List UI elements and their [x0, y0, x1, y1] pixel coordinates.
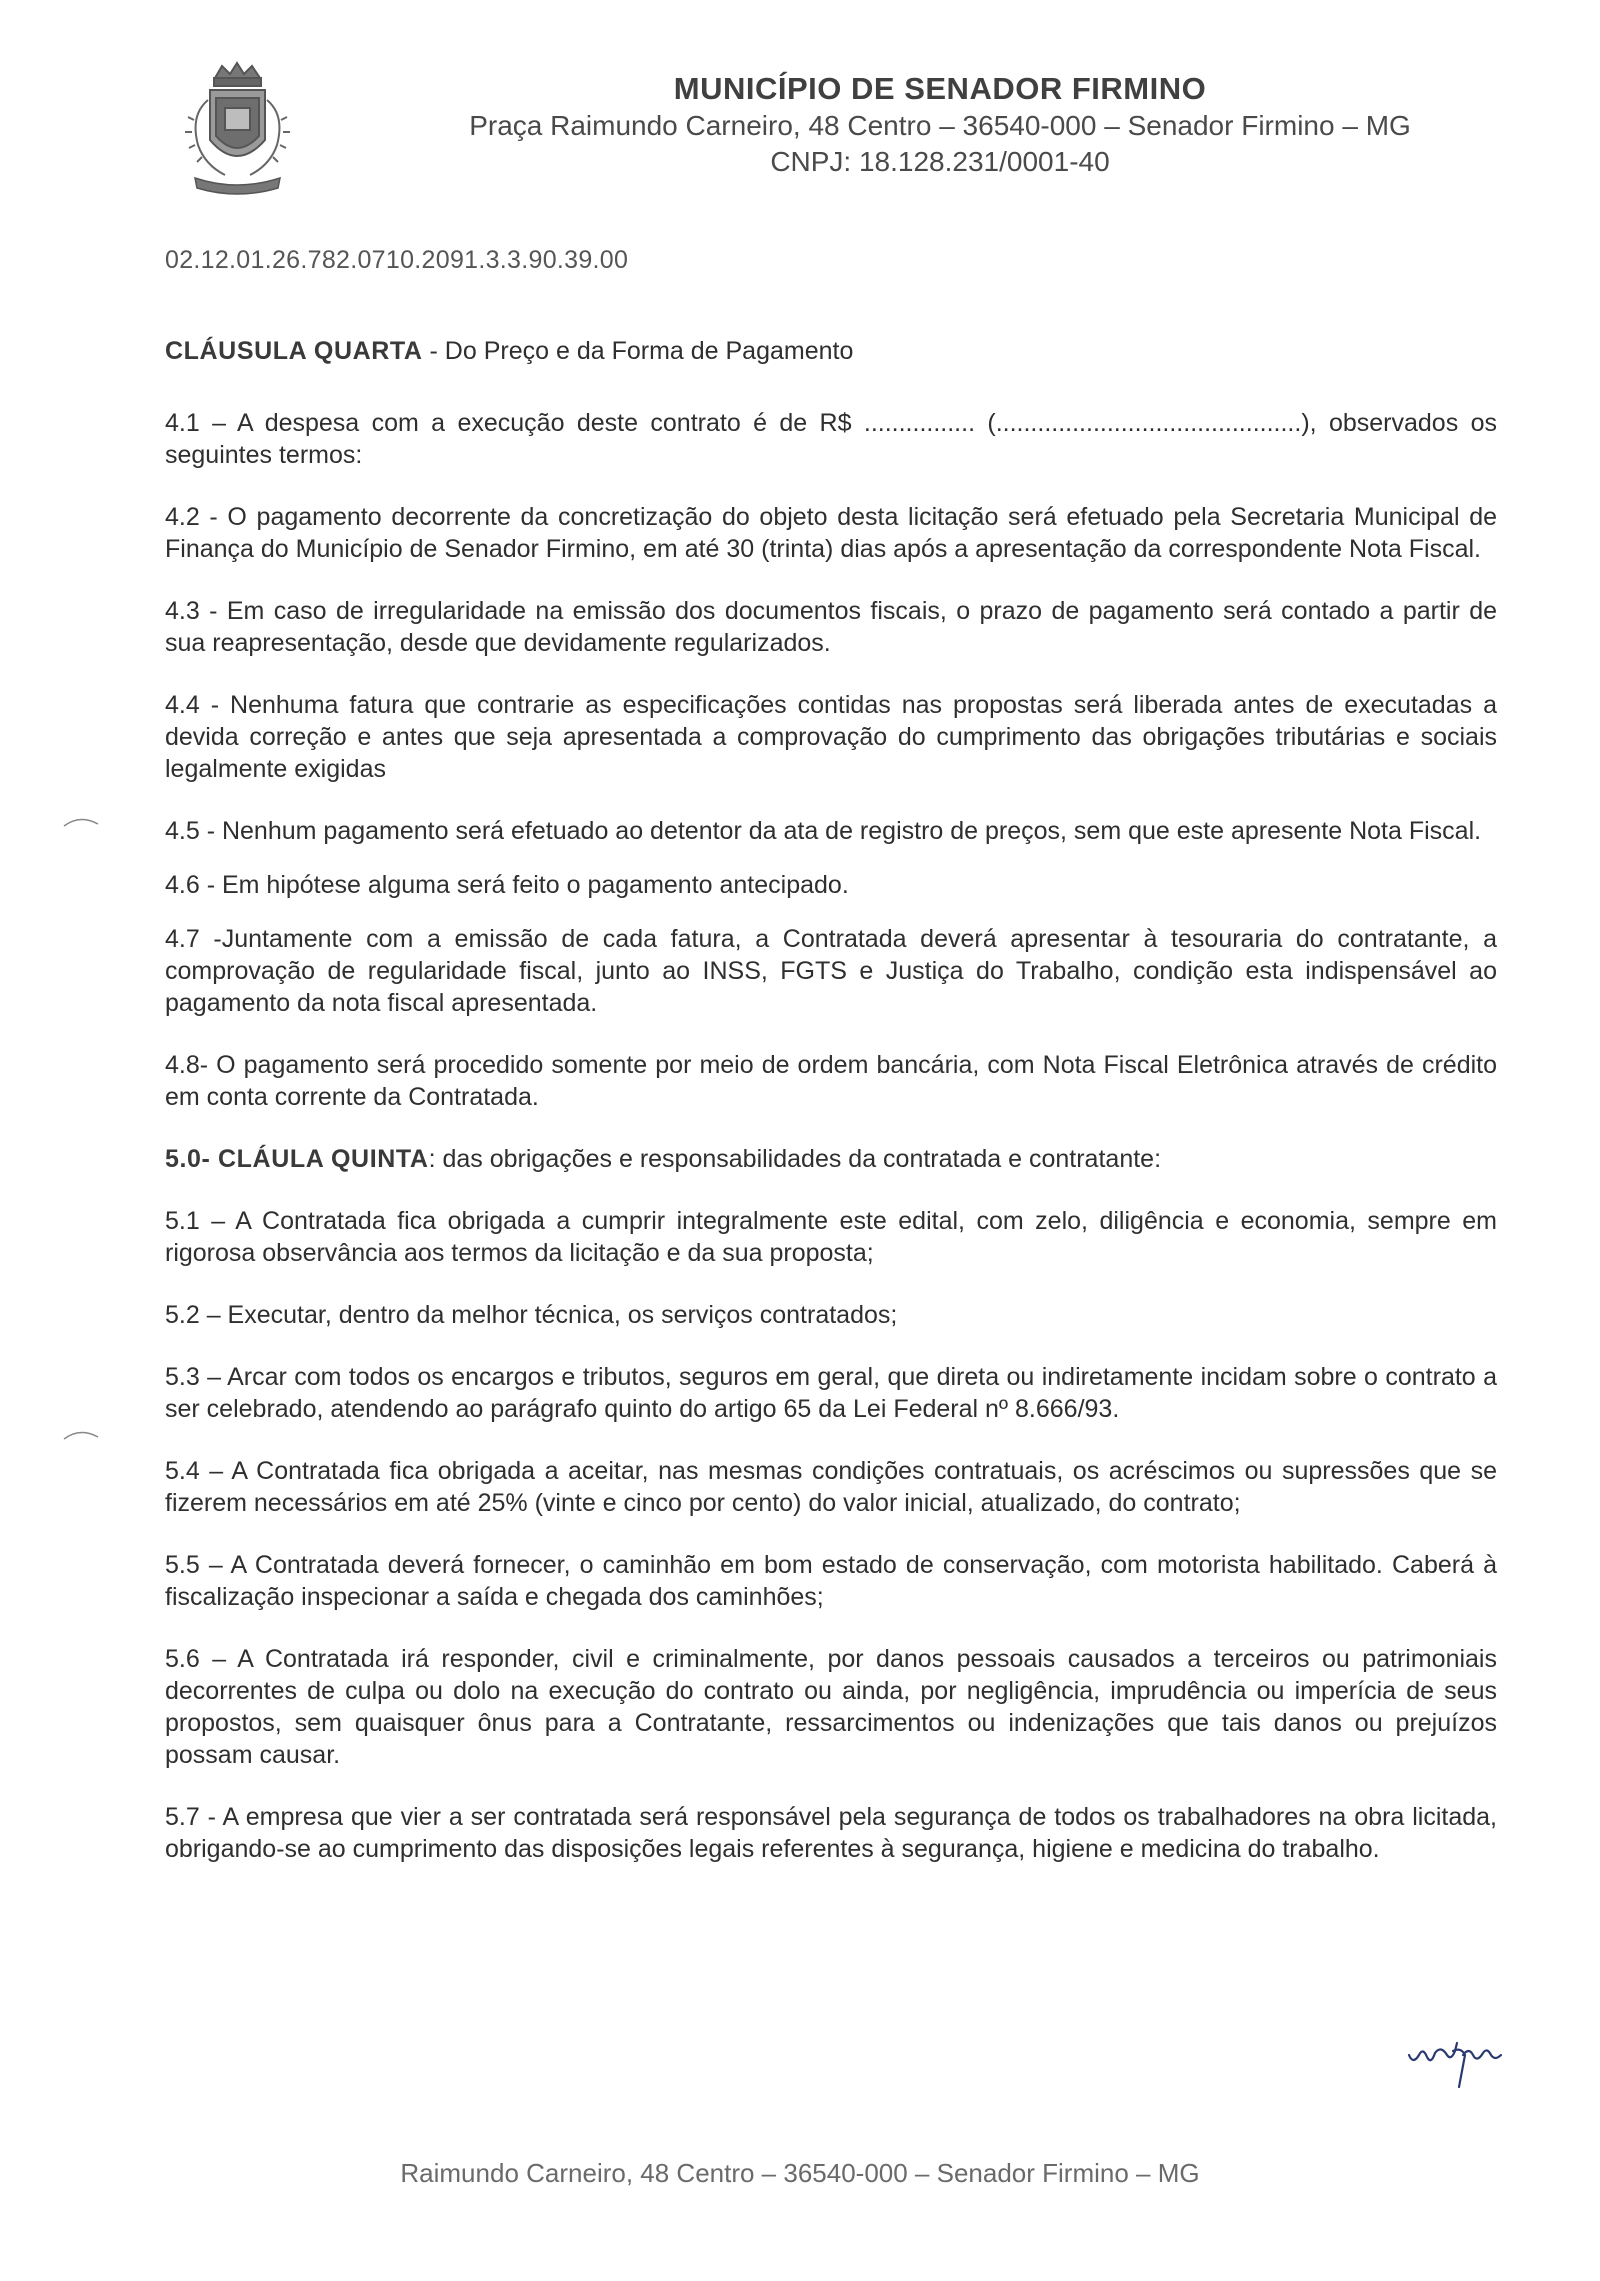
clause-five-title: [165, 1143, 1497, 1175]
paragraph-4-5: 4.5 - Nenhum pagamento será efetuado ao detentor da ata de registro de preços, sem que este apresente Nota Fiscal.: [165, 817, 1482, 845]
paragraph-5-5: 5.5 – A Contratada deverá fornecer, o caminhão em bom estado de conservação, com motorista habilitado. Caberá à fiscalização inspecionar a saída e chegada dos caminhões;: [165, 1551, 1497, 1611]
clause-four-subheading: - Do Preço e da Forma de Pagamento: [422, 337, 854, 365]
clause-five-subheading: : das obrigações e responsabilidades da contratada e contratante:: [428, 1145, 1162, 1173]
clause-five-heading: 5.0- CLÁULA QUINTA: [165, 1145, 429, 1173]
paragraph-5-3: 5.3 – Arcar com todos os encargos e tributos, seguros em geral, que direta ou indiretamente incidam sobre o contrato a ser celebrado, atendendo ao parágrafo quinto do artigo 65 da Lei Federal nº 8.666/93.: [165, 1363, 1497, 1423]
paragraph-5-1: 5.1 – A Contratada fica obrigada a cumprir integralmente este edital, com zelo, diligência e economia, sempre em rigorosa observância aos termos da licitação e da sua proposta;: [165, 1207, 1497, 1267]
clause-four-heading: CLÁUSULA QUARTA: [165, 337, 423, 365]
letterhead-cnpj: CNPJ: 18.128.231/0001-40: [770, 146, 1110, 177]
paragraph-5-2: 5.2 – Executar, dentro da melhor técnica, os serviços contratados;: [165, 1301, 898, 1329]
paragraph-4-3: 4.3 - Em caso de irregularidade na emissão dos documentos fiscais, o prazo de pagamento será contado a partir de sua reapresentação, desde que devidamente regularizados.: [165, 597, 1497, 657]
paragraph-4-7: 4.7 -Juntamente com a emissão de cada fatura, a Contratada deverá apresentar à tesouraria do contratante, a comprovação de regularidade fiscal, junto ao INSS, FGTS e Justiça do Trabalho, condição esta indispensável ao pagamento da nota fiscal apresentada.: [165, 925, 1497, 1017]
municipality-name: MUNICÍPIO DE SENADOR FIRMINO: [673, 71, 1207, 106]
paragraph-4-4: 4.4 - Nenhuma fatura que contrarie as especificações contidas nas propostas será liberada antes de executadas a devida correção e antes que seja apresentada a comprovação do cumprimento das obrigações tributárias e sociais legalmente exigidas: [165, 691, 1497, 783]
municipal-coat-of-arms-icon: [180, 60, 295, 200]
clause-four-title: [165, 335, 1497, 367]
paragraph-4-1: 4.1 – A despesa com a execução deste contrato é de R$ ................ (............................................), observados os seguintes termos:: [165, 409, 1497, 469]
paragraph-4-6: 4.6 - Em hipótese alguma será feito o pagamento antecipado.: [165, 871, 849, 899]
letterhead-address: Praça Raimundo Carneiro, 48 Centro – 36540-000 – Senador Firmino – MG: [469, 110, 1411, 141]
handwritten-signature: [1405, 2025, 1505, 2095]
margin-mark-icon: [62, 1425, 100, 1443]
document-body: [165, 335, 1497, 1865]
paragraph-5-7: 5.7 - A empresa que vier a ser contratada será responsável pela segurança de todos os trabalhadores na obra licitada, obrigando-se ao cumprimento das disposições legais referentes à segurança, higiene e medicina do trabalho.: [165, 1803, 1497, 1863]
paragraph-5-6: 5.6 – A Contratada irá responder, civil e criminalmente, por danos pessoais causados a terceiros ou patrimoniais decorrentes de culpa ou dolo na execução do contrato ou ainda, por negligência, imprudência ou imperícia de seus propostos, sem quaisquer ônus para a Contratante, ressarcimentos ou indenizações que tais danos ou prejuízos possam causar.: [165, 1645, 1497, 1769]
paragraph-5-4: 5.4 – A Contratada fica obrigada a aceitar, nas mesmas condições contratuais, os acréscimos ou supressões que se fizerem necessários em até 25% (vinte e cinco por cento) do valor inicial, atualizado, do contrato;: [165, 1457, 1497, 1517]
margin-mark-icon: [62, 812, 100, 830]
footer-address: Raimundo Carneiro, 48 Centro – 36540-000 – Senador Firmino – MG: [400, 2158, 1200, 2188]
letterhead: [395, 70, 1485, 180]
paragraph-4-2: 4.2 - O pagamento decorrente da concretização do objeto desta licitação será efetuado pela Secretaria Municipal de Finança do Município de Senador Firmino, em até 30 (trinta) dias após a apresentação da correspondente Nota Fiscal.: [165, 503, 1497, 563]
budget-code: 02.12.01.26.782.0710.2091.3.3.90.39.00: [165, 246, 629, 274]
paragraph-4-8: 4.8- O pagamento será procedido somente por meio de ordem bancária, com Nota Fiscal Eletrônica através de crédito em conta corrente da Contratada.: [165, 1051, 1497, 1111]
